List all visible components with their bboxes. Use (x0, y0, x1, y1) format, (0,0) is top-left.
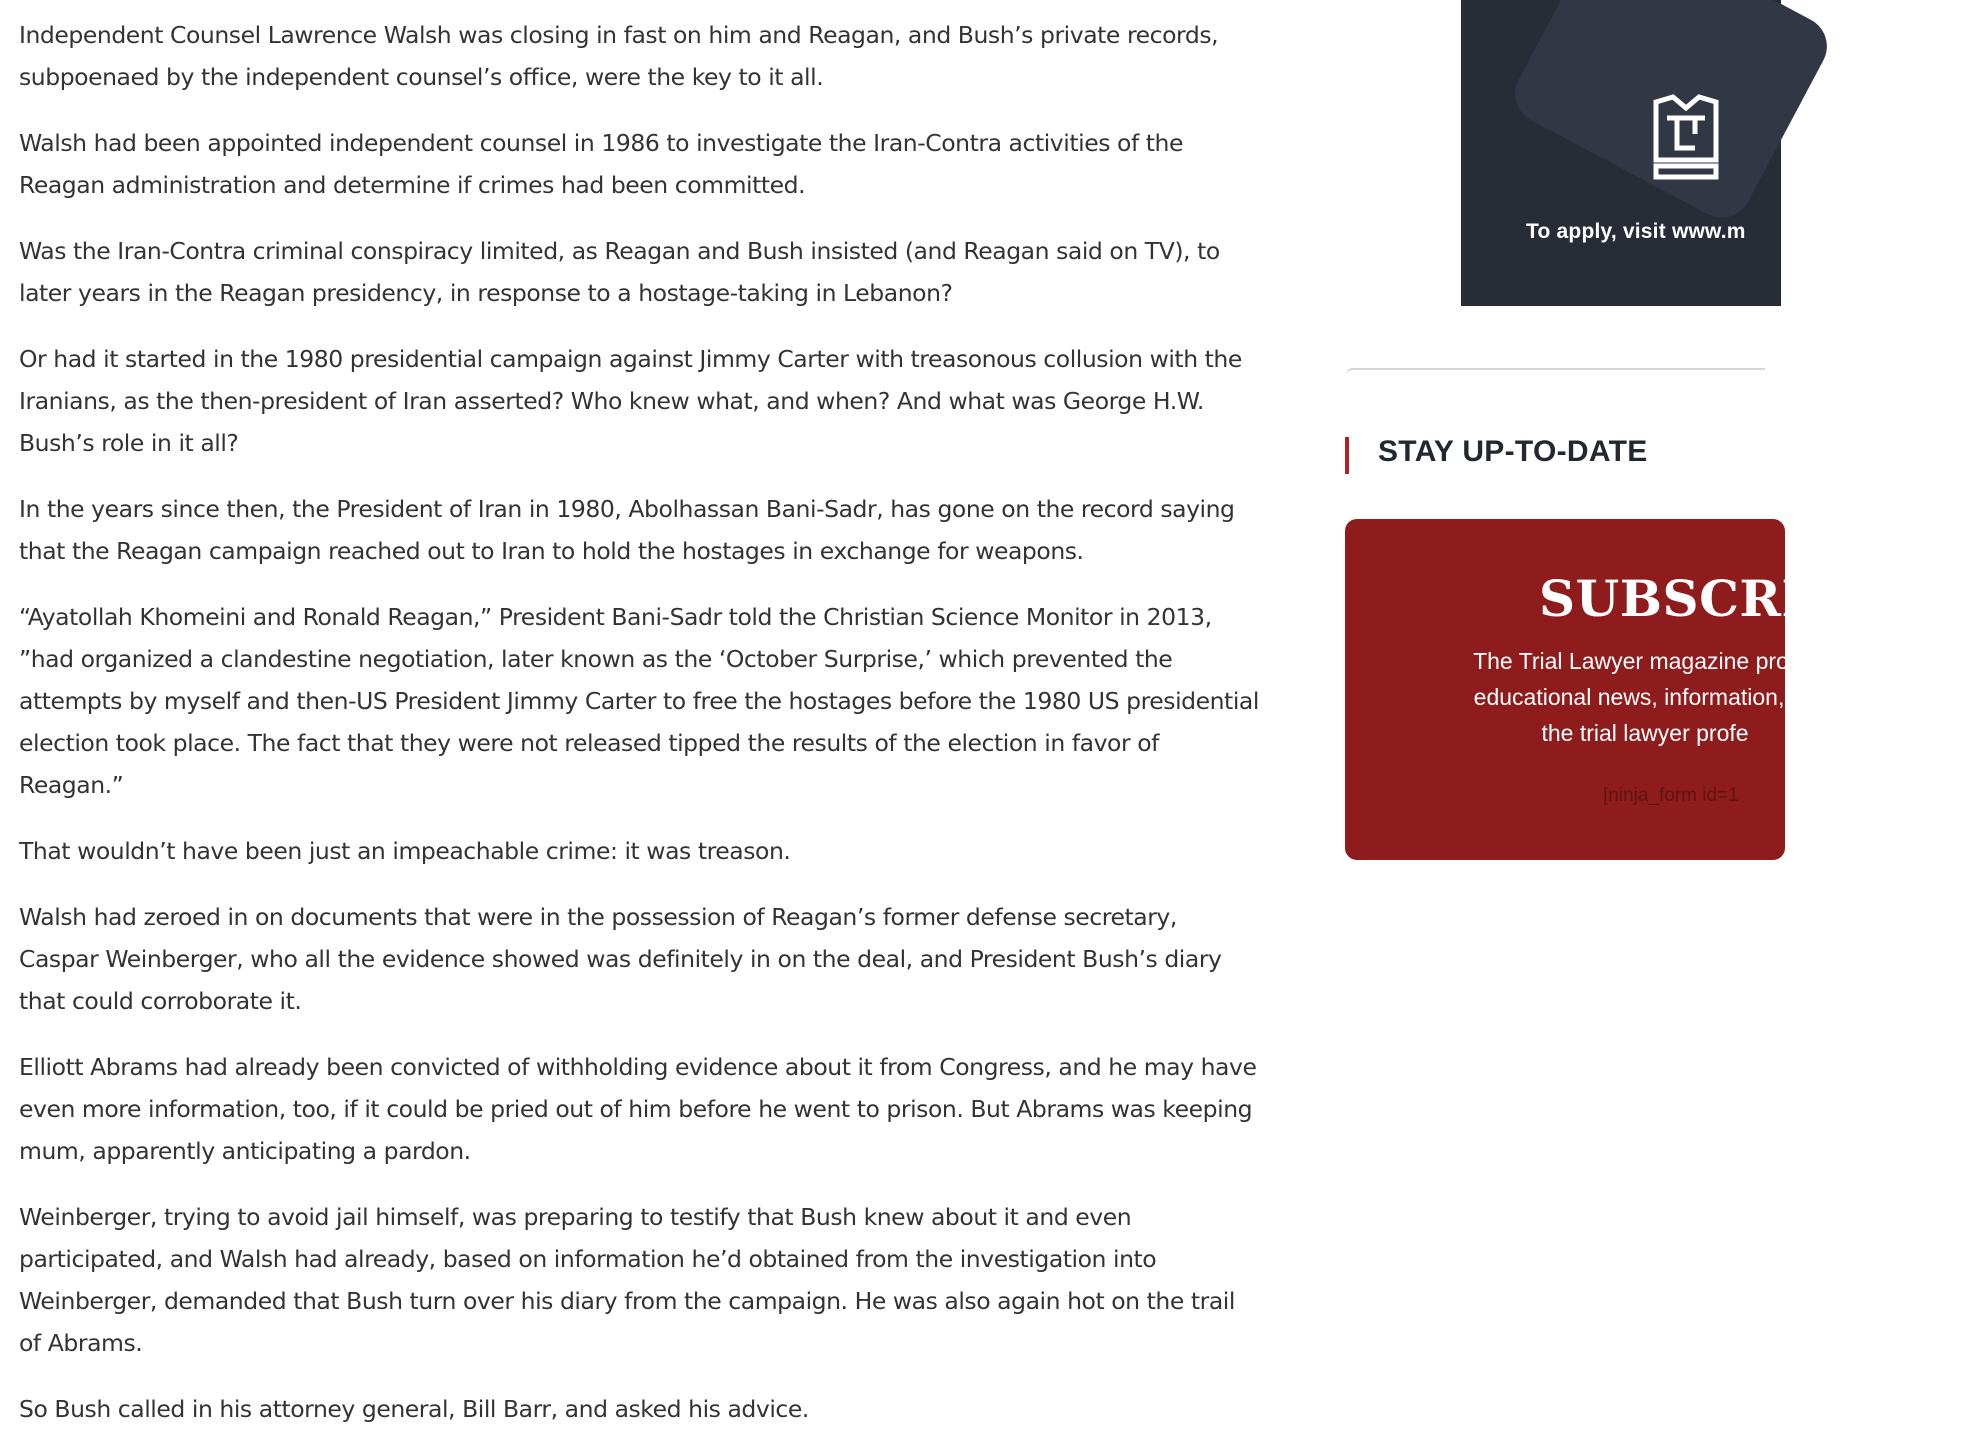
stay-up-to-date-heading: STAY UP-TO-DATE (1378, 435, 1648, 468)
article-paragraph: “Ayatollah Khomeini and Ronald Reagan,” President Bani-Sadr told the Christian Science Monitor in 2013, ”had organized a clandestine negotiation, later known as the ‘October Surprise,’ which prevented the attempts by myself and then-US President Jimmy Carter to free the hostages before the 1980 US presidential election took place. The fact that they were not released tipped the results of the election in favor of Reagan.” (19, 603, 1259, 799)
article-paragraph: Walsh had zeroed in on documents that were in the possession of Reagan’s former defense secretary, Caspar Weinberger, who all the evidence showed was definitely in on the deal, and President Bush’s diary that could corroborate it. (19, 903, 1222, 1015)
article-paragraph: Weinberger, trying to avoid jail himself, was preparing to testify that Bush knew about it and even participated, and Walsh had already, based on information he’d obtained from the investigation into Weinberger, demanded that Bush turn over his diary from the campaign. He was also again hot on the trail of Abrams. (19, 1203, 1235, 1357)
heading-accent-bar (1345, 437, 1349, 474)
sidebar-divider (1345, 368, 1765, 376)
article-body (19, 14, 1259, 1454)
form-shortcode: [ninja_form id=1 (1603, 785, 1739, 806)
article-paragraph: Or had it started in the 1980 presidential campaign against Jimmy Carter with treasonous collusion with the Iranians, as the then-president of Iran asserted? Who knew what, and when? And what was George H.W. Bush’s role in it all? (19, 345, 1242, 457)
subscribe-title: SUBSCRI (1539, 569, 1806, 628)
article-paragraph: That wouldn’t have been just an impeachable crime: it was treason. (19, 837, 791, 865)
subscribe-description (1325, 643, 1965, 751)
article-paragraph: Walsh had been appointed independent counsel in 1986 to investigate the Iran-Contra activities of the Reagan administration and determine if crimes had been committed. (19, 129, 1183, 199)
article-paragraph: Was the Iran-Contra criminal conspiracy limited, as Reagan and Bush insisted (and Reagan said on TV), to later years in the Reagan presidency, in response to a hostage-taking in Lebanon? (19, 237, 1220, 307)
article-paragraph: Independent Counsel Lawrence Walsh was closing in fast on him and Reagan, and Bush’s private records, subpoenaed by the independent counsel’s office, were the key to it all. (19, 21, 1219, 91)
ad-apply-text: To apply, visit www.m (1526, 220, 1746, 243)
article-paragraph: Elliott Abrams had already been convicted of withholding evidence about it from Congress, and he may have even more information, too, if it could be pried out of him before he went to prison. But Abrams was keeping mum, apparently anticipating a pardon. (19, 1053, 1257, 1165)
subscribe-desc-line: educational news, information, an (1473, 684, 1817, 710)
subscribe-desc-line: the trial lawyer profe (1541, 720, 1749, 746)
article-paragraph: In the years since then, the President of Iran in 1980, Abolhassan Bani-Sadr, has gone on the record saying that the Reagan campaign reached out to Iran to hold the hostages in exchange for weapons. (19, 495, 1235, 565)
subscribe-card (1345, 519, 1817, 860)
article-paragraph: So Bush called in his attorney general, Bill Barr, and asked his advice. (19, 1395, 809, 1423)
building-column-logo-icon (1653, 94, 1719, 180)
sidebar-ad-banner[interactable] (1461, 0, 1781, 306)
subscribe-desc-line: The Trial Lawyer magazine provic (1473, 648, 1817, 674)
